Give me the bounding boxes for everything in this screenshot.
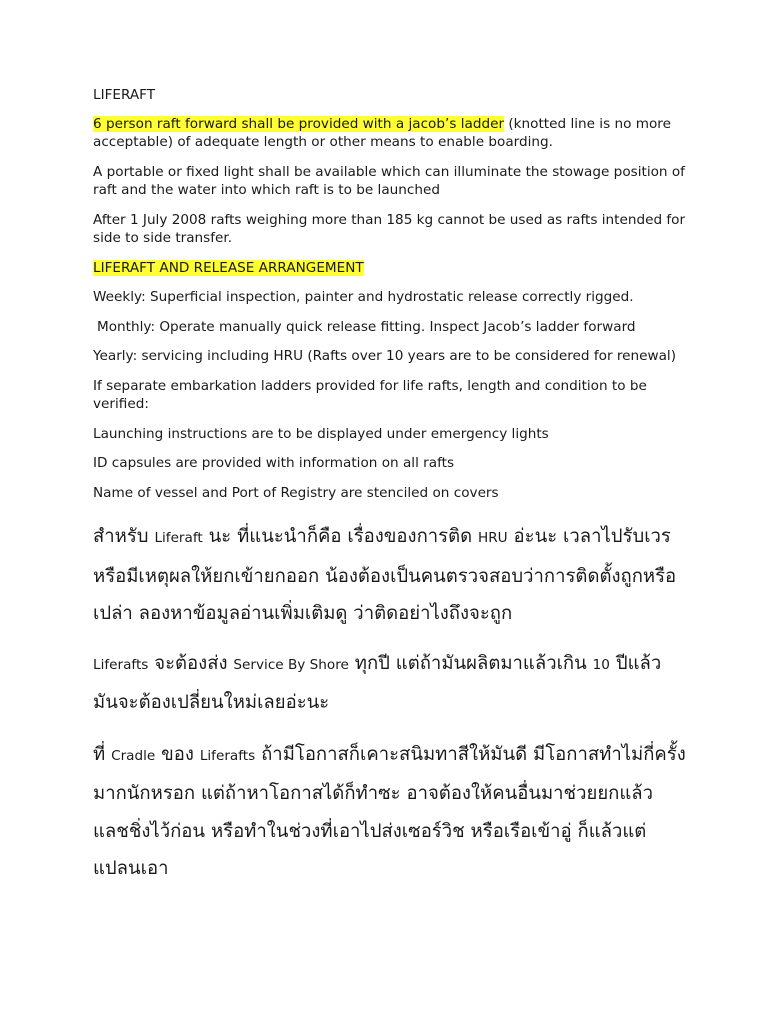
weekly-line: Weekly: Superficial inspection, painter and hydrostatic release correctly rigged. <box>93 289 634 305</box>
highlighted-heading: LIFERAFT AND RELEASE ARRANGEMENT <box>93 259 364 276</box>
inline-english: Liferafts <box>93 656 149 673</box>
section-heading <box>93 259 688 278</box>
id-capsules-line: ID capsules are provided with information on all rafts <box>93 455 455 471</box>
thai-text: ที่ <box>93 743 112 765</box>
vessel-name-line: Name of vessel and Port of Registry are stenciled on covers <box>93 484 499 501</box>
highlighted-text: 6 person raft forward shall be provided with a jacob’s ladder <box>93 115 505 132</box>
inline-english: Service By Shore <box>233 656 349 673</box>
paragraph-light: A portable or fixed light shall be available which can illuminate the stowage position of raft and the water into which raft is to be launched <box>93 163 685 198</box>
thai-paragraph-service <box>93 645 688 722</box>
paragraph-ladder <box>93 115 688 152</box>
yearly-line: Yearly: servicing including HRU (Rafts over 10 years are to be considered for renewal) <box>93 348 677 364</box>
thai-text: สำหรับ <box>93 526 155 547</box>
inline-english: Liferafts <box>199 747 256 764</box>
launching-line: Launching instructions are to be displayed under emergency lights <box>93 425 549 442</box>
embarkation-line: If separate embarkation ladders provided for life rafts, length and condition to be verified: <box>93 377 647 412</box>
thai-text: ทุกปี แต่ถ้ามันผลิตมาแล้วเกิน <box>348 652 593 674</box>
paragraph-weight: After 1 July 2008 rafts weighing more than 185 kg cannot be used as rafts intended for side to side transfer. <box>93 211 686 246</box>
thai-text: ปีแล้ว มันจะต้องเปลี่ยนใหม่เลยอ่ะนะ <box>93 652 662 713</box>
monthly-line: Monthly: Operate manually quick release fitting. Inspect Jacob’s ladder forward <box>97 318 636 335</box>
inline-english: Cradle <box>111 747 156 764</box>
thai-text: ถ้ามีโอกาสก็เคาะสนิมทาสีให้มันดี มีโอกาสทำไม่กี่ครั้งมากนักหรอก แต่ถ้าหาโอกาสได้ก็ทำซะ อาจต้องให้คนอื่นมาช่วยยกแล้วแลชชิ่งไว้ก่อน หรือทำในช่วงที่เอาไปส่งเซอร์วิช หรือเรือเข้าอู่ ก็แล้วแต่แปลนเอา <box>93 743 686 879</box>
inline-english: HRU <box>478 530 508 546</box>
paragraph-text: (knotted line is no more acceptable) of adequate length or other means to enable boarding. <box>93 115 671 150</box>
thai-text: อ่ะนะ เวลาไปรับเวร หรือมีเหตุผลให้ยกเข้ายกออก น้องต้องเป็นคนตรวจสอบว่าการติดตั้งถูกหรือเปล่า ลองหาข้อมูลอ่านเพิ่มเติมดู ว่าติดอย่าไงถึงจะถูก <box>93 526 677 624</box>
thai-text: ของ <box>155 743 200 765</box>
thai-paragraph-cradle <box>93 736 688 888</box>
thai-text: จะต้องส่ง <box>148 652 234 674</box>
inline-number: 10 <box>592 656 610 673</box>
inline-english: Liferaft <box>154 530 203 546</box>
thai-text: นะ ที่แนะนำก็คือ เรื่องของการติด <box>202 526 479 547</box>
thai-paragraph-hru <box>93 518 688 633</box>
doc-title: LIFERAFT <box>93 87 156 103</box>
